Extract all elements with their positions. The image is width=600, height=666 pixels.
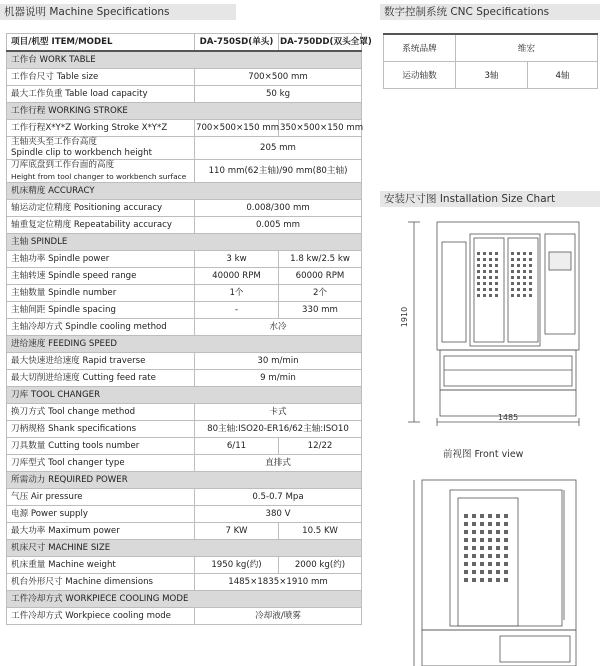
vent-hole <box>489 294 492 297</box>
vent-hole <box>488 530 492 534</box>
vent-hole <box>477 264 480 267</box>
spec-row <box>7 574 362 591</box>
section-label: 工件冷却方式 WORKPIECE COOLING MODE <box>7 591 362 608</box>
spec-value: 9 m/min <box>195 370 362 387</box>
vent-hole <box>495 282 498 285</box>
vent-hole <box>477 276 480 279</box>
spec-label-en: Height from tool changer to workbench surface <box>11 172 187 181</box>
vent-hole <box>495 252 498 255</box>
vent-hole <box>464 538 468 542</box>
front-view-drawing <box>380 212 598 430</box>
header-model-2: DA-750DD(双头全罩) <box>279 34 362 52</box>
vent-hole <box>511 252 514 255</box>
vent-hole <box>504 578 508 582</box>
vent-hole <box>489 276 492 279</box>
vent-hole <box>511 276 514 279</box>
vent-hole <box>523 258 526 261</box>
front-view-caption: 前视图 Front view <box>443 449 524 460</box>
vent-hole <box>488 562 492 566</box>
cnc-row-axes <box>384 62 598 89</box>
side-view-drawing <box>380 470 598 666</box>
vent-hole <box>464 514 468 518</box>
section-row <box>7 234 362 251</box>
spec-row <box>7 217 362 234</box>
section-row <box>7 183 362 200</box>
vent-hole <box>496 530 500 534</box>
vent-hole <box>483 252 486 255</box>
spec-row <box>7 404 362 421</box>
section-label: 机床精度 ACCURACY <box>7 183 362 200</box>
vent-hole <box>517 264 520 267</box>
vent-hole <box>488 578 492 582</box>
spec-label: 主轴转速 Spindle speed range <box>7 268 195 285</box>
vent-hole <box>496 538 500 542</box>
spec-label: 刀具数量 Cutting tools number <box>7 438 195 455</box>
spec-row <box>7 137 362 160</box>
vent-hole <box>472 570 476 574</box>
vent-hole <box>477 294 480 297</box>
spec-row <box>7 370 362 387</box>
vent-hole <box>472 554 476 558</box>
vent-hole <box>511 282 514 285</box>
vent-hole <box>480 522 484 526</box>
vent-hole <box>489 252 492 255</box>
spec-label: 最大切削进给速度 Cutting feed rate <box>7 370 195 387</box>
vent-hole <box>464 578 468 582</box>
spec-value-1: 3 kw <box>195 251 279 268</box>
vent-hole <box>480 562 484 566</box>
vent-hole <box>529 270 532 273</box>
spec-label <box>7 160 195 183</box>
spec-value: 直排式 <box>195 455 362 472</box>
vent-hole <box>495 276 498 279</box>
vent-hole <box>489 288 492 291</box>
vent-hole <box>483 264 486 267</box>
vent-hole <box>504 546 508 550</box>
spec-value-1: 6/11 <box>195 438 279 455</box>
spec-row <box>7 421 362 438</box>
vent-hole <box>495 258 498 261</box>
vent-hole <box>464 562 468 566</box>
spec-value: 卡式 <box>195 404 362 421</box>
spec-value: 80主轴:ISO20-ER16/62主轴:ISO10 <box>195 421 362 438</box>
spec-row <box>7 120 362 137</box>
spec-label: 主轴数量 Spindle number <box>7 285 195 302</box>
spec-row <box>7 69 362 86</box>
vent-hole <box>517 252 520 255</box>
vent-hole <box>472 546 476 550</box>
install-section-title: 安装尺寸图 Installation Size Chart <box>380 191 600 207</box>
dim-height-label: 1910 <box>400 306 409 328</box>
vent-hole <box>523 252 526 255</box>
vent-hole <box>489 258 492 261</box>
vent-hole <box>495 294 498 297</box>
spec-value-2: 350×500×150 mm <box>279 120 362 137</box>
spec-row <box>7 438 362 455</box>
spec-value-2: 330 mm <box>279 302 362 319</box>
vent-hole <box>483 276 486 279</box>
vent-hole <box>480 578 484 582</box>
vent-hole <box>488 554 492 558</box>
spec-row <box>7 86 362 103</box>
cnc-brand-value: 维宏 <box>456 34 598 62</box>
vent-hole <box>517 288 520 291</box>
vent-hole <box>477 282 480 285</box>
vent-hole <box>483 294 486 297</box>
vent-hole <box>489 264 492 267</box>
spec-value: 0.005 mm <box>195 217 362 234</box>
spec-value: 700×500 mm <box>195 69 362 86</box>
spec-section-title: 机器说明 Machine Specifications <box>0 4 236 20</box>
vent-hole <box>495 264 498 267</box>
spec-label: 机床重量 Machine weight <box>7 557 195 574</box>
section-label: 所需动力 REQUIRED POWER <box>7 472 362 489</box>
vent-hole <box>477 258 480 261</box>
spec-value-2: 12/22 <box>279 438 362 455</box>
vent-hole <box>477 252 480 255</box>
spec-label: 气压 Air pressure <box>7 489 195 506</box>
spec-label: 电源 Power supply <box>7 506 195 523</box>
vent-hole <box>504 562 508 566</box>
spec-value-2: 2000 kg(约) <box>279 557 362 574</box>
vent-hole <box>523 282 526 285</box>
spec-value-1: 1个 <box>195 285 279 302</box>
spec-value: 0.008/300 mm <box>195 200 362 217</box>
vent-hole <box>517 276 520 279</box>
spec-value-2: 2个 <box>279 285 362 302</box>
section-row <box>7 103 362 120</box>
cnc-row-brand <box>384 34 598 62</box>
spec-label <box>7 137 195 160</box>
vent-hole <box>523 294 526 297</box>
spec-value: 30 m/min <box>195 353 362 370</box>
vent-hole <box>472 538 476 542</box>
vent-hole <box>504 530 508 534</box>
spec-label: 主轴功率 Spindle power <box>7 251 195 268</box>
vent-hole <box>504 570 508 574</box>
spec-table <box>6 33 372 625</box>
spec-label: 工作台尺寸 Table size <box>7 69 195 86</box>
vent-hole <box>495 288 498 291</box>
spec-label: 换刀方式 Tool change method <box>7 404 195 421</box>
cnc-section-title: 数字控制系统 CNC Specifications <box>380 4 600 20</box>
spec-row <box>7 455 362 472</box>
vent-hole <box>488 546 492 550</box>
section-row <box>7 387 362 404</box>
vent-hole <box>511 264 514 267</box>
header-model-1: DA-750SD(单头) <box>195 34 279 52</box>
vent-hole <box>496 522 500 526</box>
vent-hole <box>472 522 476 526</box>
vent-hole <box>489 270 492 273</box>
vent-hole <box>504 538 508 542</box>
spec-row <box>7 557 362 574</box>
vent-hole <box>495 270 498 273</box>
vent-hole <box>472 578 476 582</box>
vent-hole <box>511 270 514 273</box>
vent-hole <box>489 282 492 285</box>
vent-hole <box>529 282 532 285</box>
cnc-axes-value-2: 4轴 <box>528 62 598 89</box>
spec-header-row <box>7 34 362 52</box>
vent-hole <box>464 546 468 550</box>
spec-row <box>7 523 362 540</box>
vent-hole <box>517 294 520 297</box>
vent-hole <box>511 294 514 297</box>
section-row <box>7 51 362 69</box>
vent-hole <box>464 554 468 558</box>
vent-hole <box>483 258 486 261</box>
vent-hole <box>472 514 476 518</box>
vent-hole <box>504 554 508 558</box>
spec-row <box>7 353 362 370</box>
spec-value: 205 mm <box>195 137 362 160</box>
section-label: 主轴 SPINDLE <box>7 234 362 251</box>
vent-hole <box>529 252 532 255</box>
spec-label: 工件冷却方式 Workpiece cooling mode <box>7 608 195 625</box>
vent-hole <box>464 530 468 534</box>
vent-hole <box>496 554 500 558</box>
spec-label-cn: 刀库底盘到工作台面的高度 <box>11 160 115 170</box>
spec-label: 刀库型式 Tool changer type <box>7 455 195 472</box>
spec-value-2: 1.8 kw/2.5 kw <box>279 251 362 268</box>
vent-hole <box>529 288 532 291</box>
spec-value: 水冷 <box>195 319 362 336</box>
vent-hole <box>488 522 492 526</box>
vent-hole <box>477 288 480 291</box>
vent-hole <box>488 538 492 542</box>
spec-row <box>7 319 362 336</box>
spec-label-cn: 主轴夹头至工作台高度 <box>11 137 97 147</box>
vent-hole <box>523 270 526 273</box>
spec-label: 工作行程X*Y*Z Working Stroke X*Y*Z <box>7 120 195 137</box>
spec-value-1: - <box>195 302 279 319</box>
spec-row <box>7 160 362 183</box>
vent-hole <box>517 282 520 285</box>
spec-row <box>7 285 362 302</box>
spec-label: 主轴冷却方式 Spindle cooling method <box>7 319 195 336</box>
vent-hole <box>523 288 526 291</box>
spec-value: 1485×1835×1910 mm <box>195 574 362 591</box>
section-row <box>7 540 362 557</box>
vent-hole <box>483 270 486 273</box>
vent-hole <box>464 522 468 526</box>
vent-hole <box>511 258 514 261</box>
vent-hole <box>496 578 500 582</box>
vent-hole <box>477 270 480 273</box>
vent-hole <box>529 258 532 261</box>
vent-hole <box>529 264 532 267</box>
spec-label: 主轴间距 Spindle spacing <box>7 302 195 319</box>
vent-hole <box>480 538 484 542</box>
spec-value-1: 1950 kg(约) <box>195 557 279 574</box>
vent-hole <box>472 562 476 566</box>
spec-value: 110 mm(62主轴)/90 mm(80主轴) <box>195 160 362 183</box>
spec-value: 0.5-0.7 Mpa <box>195 489 362 506</box>
vent-hole <box>472 530 476 534</box>
spec-row <box>7 506 362 523</box>
spec-value: 冷却液/喷雾 <box>195 608 362 625</box>
vent-hole <box>529 294 532 297</box>
vent-hole <box>496 546 500 550</box>
spec-value-1: 40000 RPM <box>195 268 279 285</box>
spec-row <box>7 268 362 285</box>
spec-value-1: 7 KW <box>195 523 279 540</box>
vent-hole <box>496 562 500 566</box>
vent-hole <box>504 522 508 526</box>
vent-hole <box>480 530 484 534</box>
spec-row <box>7 489 362 506</box>
cnc-axes-value-1: 3轴 <box>456 62 528 89</box>
vent-hole <box>480 546 484 550</box>
dim-width-label: 1485 <box>497 413 519 422</box>
spec-row <box>7 200 362 217</box>
cnc-axes-label: 运动轴数 <box>384 62 456 89</box>
spec-row <box>7 608 362 625</box>
section-label: 工作行程 WORKING STROKE <box>7 103 362 120</box>
spec-label-en: Spindle clip to workbench height <box>11 148 152 158</box>
vent-hole <box>480 570 484 574</box>
spec-label: 刀柄规格 Shank specifications <box>7 421 195 438</box>
spec-row <box>7 302 362 319</box>
vent-hole <box>483 282 486 285</box>
spec-value: 50 kg <box>195 86 362 103</box>
vent-hole <box>480 554 484 558</box>
section-row <box>7 591 362 608</box>
vent-hole <box>488 514 492 518</box>
spec-value-2: 10.5 KW <box>279 523 362 540</box>
spec-label: 机台外形尺寸 Machine dimensions <box>7 574 195 591</box>
section-label: 工作台 WORK TABLE <box>7 51 362 69</box>
section-label: 刀库 TOOL CHANGER <box>7 387 362 404</box>
spec-value-1: 700×500×150 mm <box>195 120 279 137</box>
spec-value: 380 V <box>195 506 362 523</box>
spec-label: 最大功率 Maximum power <box>7 523 195 540</box>
section-label: 进给速度 FEEDING SPEED <box>7 336 362 353</box>
vent-hole <box>464 570 468 574</box>
section-row <box>7 336 362 353</box>
header-item: 项目/机型 ITEM/MODEL <box>7 34 195 52</box>
vent-hole <box>511 288 514 291</box>
spec-label: 轴运动定位精度 Positioning accuracy <box>7 200 195 217</box>
vent-hole <box>496 570 500 574</box>
vent-hole <box>529 276 532 279</box>
spec-label: 最大工作负重 Table load capacity <box>7 86 195 103</box>
spec-value-2: 60000 RPM <box>279 268 362 285</box>
vent-hole <box>523 276 526 279</box>
section-row <box>7 472 362 489</box>
spec-row <box>7 251 362 268</box>
vent-hole <box>517 270 520 273</box>
vent-hole <box>496 514 500 518</box>
vent-hole <box>517 258 520 261</box>
section-label: 机床尺寸 MACHINE SIZE <box>7 540 362 557</box>
vent-hole <box>483 288 486 291</box>
spec-label: 轴重复定位精度 Repeatability accuracy <box>7 217 195 234</box>
cnc-brand-label: 系统品牌 <box>384 34 456 62</box>
vent-hole <box>504 514 508 518</box>
spec-label: 最大快速进给速度 Rapid traverse <box>7 353 195 370</box>
vent-hole <box>480 514 484 518</box>
vent-hole <box>523 264 526 267</box>
vent-hole <box>488 570 492 574</box>
cnc-table <box>383 33 598 89</box>
